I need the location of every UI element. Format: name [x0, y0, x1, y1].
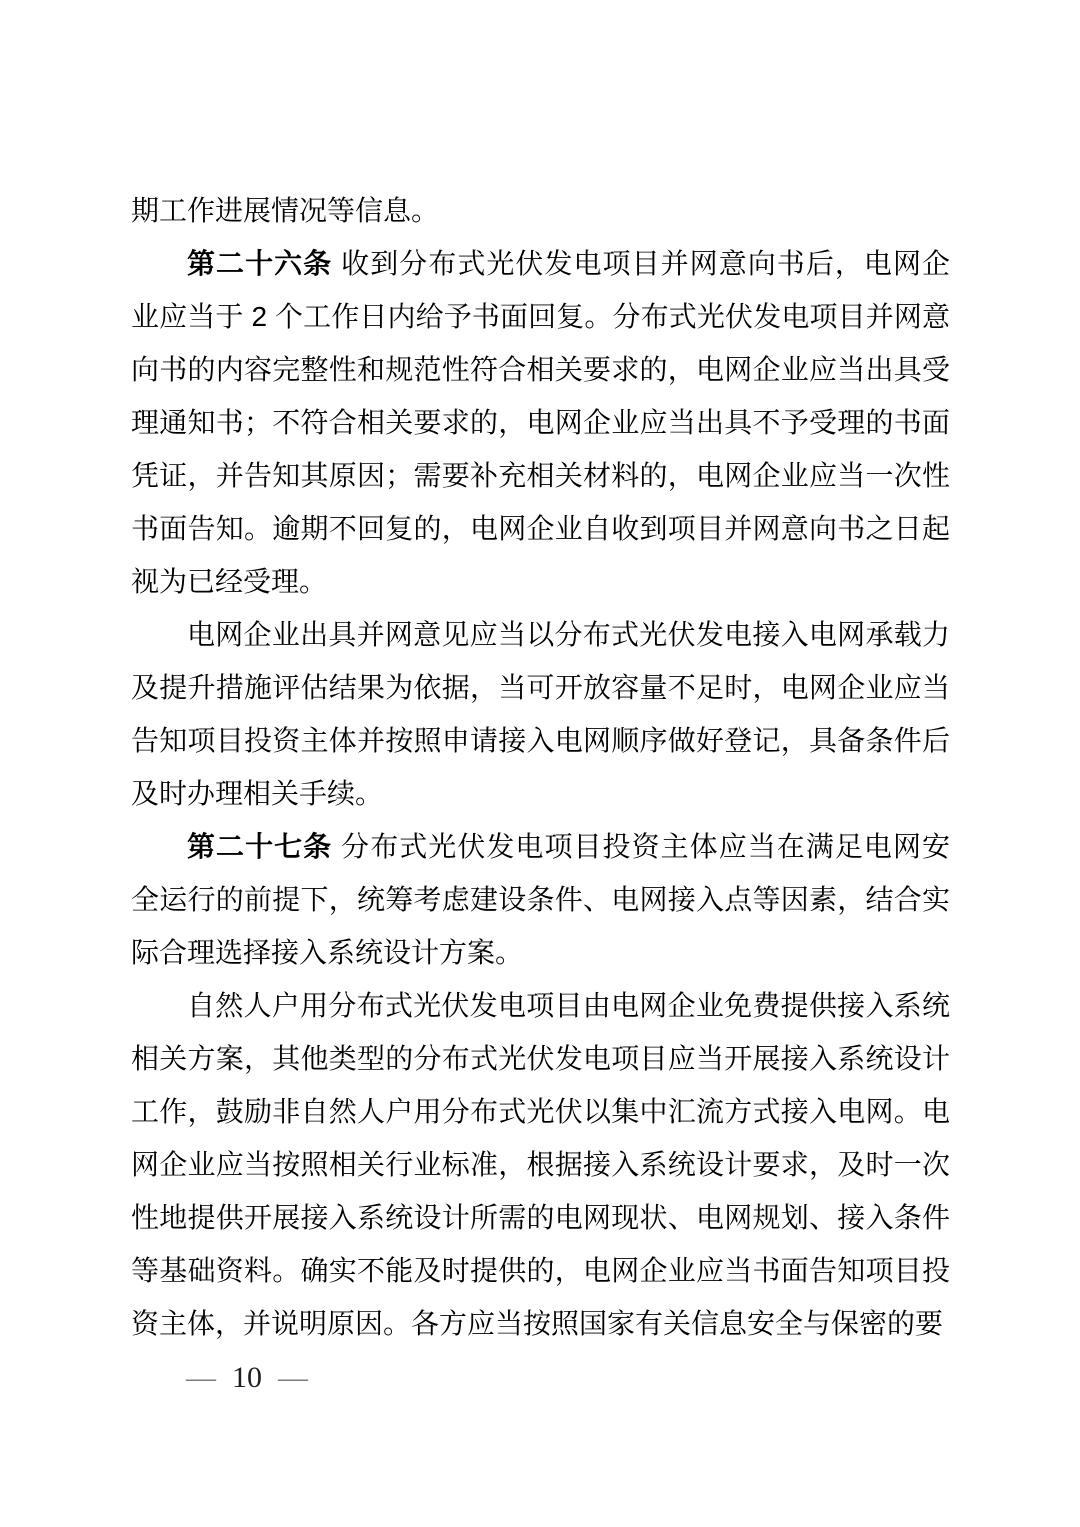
paragraph-continuation	[131, 184, 950, 237]
article-27-heading: 第二十七条	[187, 831, 333, 862]
page-footer	[186, 1360, 308, 1396]
paragraph-access-system	[131, 979, 950, 1350]
article-26-heading: 第二十六条	[187, 248, 333, 279]
paragraph-article-26	[131, 237, 950, 608]
paragraph-grid-opinion	[131, 608, 950, 820]
paragraph-text: 期工作进展情况等信息。	[131, 195, 440, 226]
footer-dash-left: —	[186, 1361, 216, 1394]
page-number: 10	[232, 1361, 262, 1394]
paragraph-article-27	[131, 820, 950, 979]
paragraph-text: 收到分布式光伏发电项目并网意向书后，电网企业应当于 2 个工作日内给予书面回复。分布式光伏发电项目并网意向书的内容完整性和规范性符合相关要求的，电网企业应当出具受理通知书；不符合相关要求的，电网企业应当出具不予受理的书面凭证，并告知其原因；需要补充相关材料的，电网企业应当一次性书面告知。逾期不回复的，电网企业自收到项目并网意向书之日起视为已经受理。	[131, 248, 950, 597]
paragraph-text: 自然人户用分布式光伏发电项目由电网企业免费提供接入系统相关方案，其他类型的分布式光伏发电项目应当开展接入系统设计工作，鼓励非自然人户用分布式光伏以集中汇流方式接入电网。电网企业应当按照相关行业标准，根据接入系统设计要求，及时一次性地提供开展接入系统设计所需的电网现状、电网规划、接入条件等基础资料。确实不能及时提供的，电网企业应当书面告知项目投资主体，并说明原因。各方应当按照国家有关信息安全与保密的要	[131, 990, 950, 1339]
document-body	[131, 184, 950, 1350]
footer-dash-right: —	[278, 1361, 308, 1394]
paragraph-text: 分布式光伏发电项目投资主体应当在满足电网安全运行的前提下，统筹考虑建设条件、电网接入点等因素，结合实际合理选择接入系统设计方案。	[131, 831, 950, 968]
paragraph-text: 电网企业出具并网意见应当以分布式光伏发电接入电网承载力及提升措施评估结果为依据，当可开放容量不足时，电网企业应当告知项目投资主体并按照申请接入电网顺序做好登记，具备条件后及时办理相关手续。	[131, 619, 950, 809]
